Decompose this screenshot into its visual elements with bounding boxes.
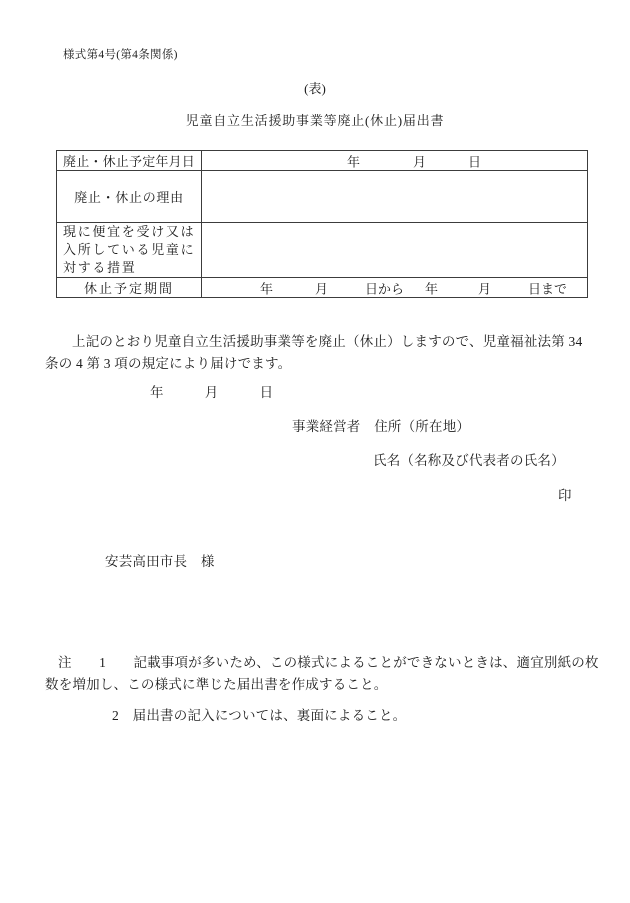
measures-label — [57, 223, 202, 278]
table-row-planned-date — [57, 151, 588, 171]
notification-table — [56, 150, 588, 298]
measures-label-line1: 現に便宜を受け又は — [63, 224, 196, 239]
suspension-period-field — [202, 278, 588, 298]
to-day-label: 日まで — [528, 281, 568, 296]
month-label: 月 — [413, 154, 427, 169]
business-operator-address-line: 事業経営者 住所（所在地） — [292, 419, 471, 434]
planned-date-label: 廃止・休止予定年月日 — [57, 151, 202, 171]
representative-name-line: 氏名（名称及び代表者の氏名） — [373, 453, 565, 468]
reason-label: 廃止・休止の理由 — [57, 171, 202, 223]
addressee-line: 安芸高田市長 様 — [105, 554, 215, 569]
measures-label-line3: 対する措置 — [63, 260, 137, 275]
reason-field — [202, 171, 588, 223]
seal-mark: 印 — [558, 488, 572, 503]
suspension-period-label: 休止予定期間 — [57, 278, 202, 298]
from-day-label: 日から — [365, 281, 405, 296]
measures-field — [202, 223, 588, 278]
declaration-paragraph-line2: 条の 4 第 3 項の規定により届けでます。 — [45, 356, 292, 371]
note1-line2: 数を増加し、この様式に準じた届出書を作成すること。 — [45, 677, 388, 692]
day-label: 日 — [468, 154, 482, 169]
document-title: 児童自立生活援助事業等廃止(休止)届出書 — [185, 113, 445, 128]
form-number-label: 様式第4号(第4条関係) — [63, 49, 178, 61]
measures-label-line2: 入所している児童に — [63, 242, 196, 257]
table-row-reason — [57, 171, 588, 223]
to-month-label: 月 — [478, 281, 492, 296]
from-month-label: 月 — [315, 281, 329, 296]
note1-line1: 注 1 記載事項が多いため、この様式によることができないときは、適宜別紙の枚 — [58, 655, 599, 670]
table-row-measures — [57, 223, 588, 278]
year-label: 年 — [347, 154, 361, 169]
to-year-label: 年 — [425, 281, 439, 296]
planned-date-field — [202, 151, 588, 171]
table-row-suspension-period — [57, 278, 588, 298]
note2-line: 2 届出書の記入については、裏面によること。 — [112, 708, 407, 723]
side-label: (表) — [304, 81, 326, 96]
submission-date-line: 年 月 日 — [150, 385, 274, 400]
declaration-paragraph-line1: 上記のとおり児童自立生活援助事業等を廃止（休止）しますので、児童福祉法第 34 — [72, 334, 583, 349]
from-year-label: 年 — [260, 281, 274, 296]
